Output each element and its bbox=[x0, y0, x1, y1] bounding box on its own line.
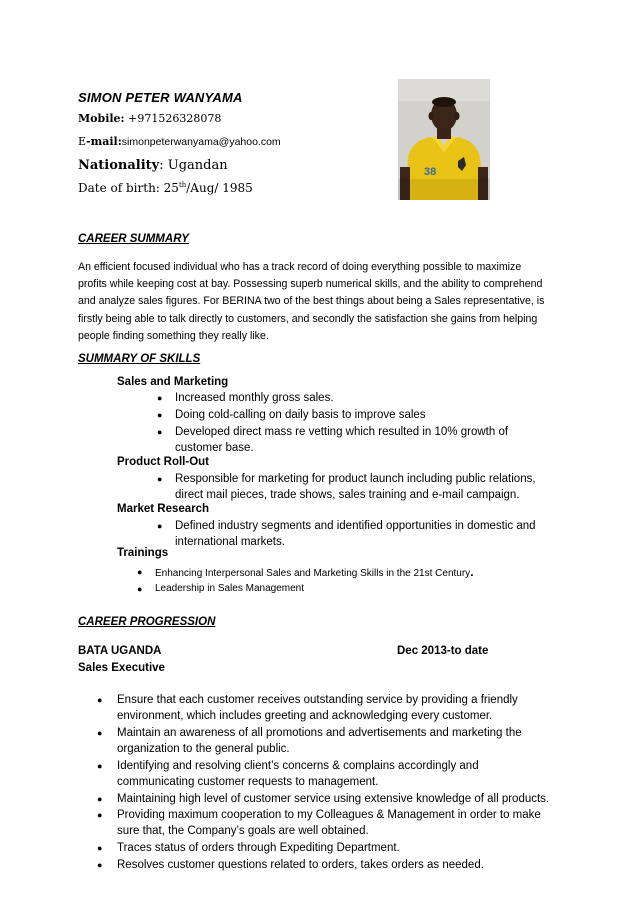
career-summary-paragraph bbox=[78, 259, 560, 345]
nationality-label: Nationality bbox=[78, 158, 160, 173]
candidate-name: SIMON PETER WANYAMA bbox=[78, 90, 243, 105]
career-progression-heading: CAREER PROGRESSION bbox=[78, 616, 216, 628]
bullet-icon: ● bbox=[157, 393, 163, 403]
bullet-icon: ● bbox=[97, 761, 103, 771]
skill-item: Responsible for marketing for product launch including public relations, bbox=[175, 473, 536, 485]
position-title: Sales Executive bbox=[78, 662, 165, 674]
training-item-text: Enhancing Interpersonal Sales and Marketing Skills in the 21st Century bbox=[155, 568, 471, 579]
bullet-icon: ● bbox=[97, 728, 103, 738]
bullet-icon: ● bbox=[157, 410, 163, 420]
nationality-line bbox=[78, 158, 228, 173]
summary-line: people finding something they really like. bbox=[78, 329, 269, 342]
summary-line: and analyze sales figures. For BERINA two of the best things about being a Sales representative, is bbox=[78, 295, 545, 308]
dob-suffix: /Aug/ 1985 bbox=[186, 181, 253, 195]
dob-sup: th bbox=[178, 181, 187, 189]
bullet-icon: ● bbox=[157, 427, 163, 437]
career-summary-heading: CAREER SUMMARY bbox=[78, 233, 189, 245]
bullet-icon: ● bbox=[97, 843, 103, 853]
bullet-icon: ● bbox=[97, 860, 103, 870]
skill-item: Defined industry segments and identified opportunities in domestic and bbox=[175, 520, 536, 532]
skill-item: Doing cold-calling on daily basis to improve sales bbox=[175, 409, 426, 421]
duty-item: Maintain an awareness of all promotions and advertisements and marketing the bbox=[117, 727, 522, 739]
duty-item: Resolves customer questions related to orders, takes orders as needed. bbox=[117, 859, 484, 871]
summary-line: An efficient focused individual who has a track record of doing everything possible to maximize bbox=[78, 261, 522, 273]
duty-item-continued: organization to the general public. bbox=[117, 743, 290, 755]
skill-item: Increased monthly gross sales. bbox=[175, 392, 334, 404]
training-item: Leadership in Sales Management bbox=[155, 583, 304, 594]
bullet-icon: ● bbox=[157, 474, 163, 484]
duty-item: Providing maximum cooperation to my Colleagues & Management in order to make bbox=[117, 809, 541, 821]
summary-line: profits while keeping cost at bay. Possessing superb numerical skills, and the ability to comprehend bbox=[78, 278, 543, 291]
trainings-title: Trainings bbox=[117, 547, 169, 559]
nationality-value: : Ugandan bbox=[159, 158, 228, 173]
mobile-label: Mobile: bbox=[78, 112, 125, 125]
email-value: simonpeterwanyama@yahoo.com bbox=[121, 136, 281, 148]
bullet-icon: ● bbox=[97, 810, 103, 820]
bullet-icon: ● bbox=[97, 794, 103, 804]
duty-item-continued: environment, which includes greeting and acknowledging every customer. bbox=[117, 710, 493, 722]
duty-item-continued: sure that, the Company’s goals are well obtained. bbox=[117, 825, 369, 837]
duty-item: Ensure that each customer receives outstanding service by providing a friendly bbox=[117, 694, 518, 706]
bullet-icon: ● bbox=[137, 584, 143, 594]
shirt-number: 38 bbox=[424, 166, 437, 178]
skill-item-continued: international markets. bbox=[175, 536, 285, 548]
bullet-icon: ● bbox=[97, 695, 103, 705]
duty-item: Maintaining high level of customer service using extensive knowledge of all products. bbox=[117, 793, 550, 805]
duty-item: Traces status of orders through Expediting Department. bbox=[117, 842, 400, 854]
company-name: BATA UGANDA bbox=[78, 645, 162, 657]
email-line bbox=[78, 135, 281, 148]
portrait-illustration bbox=[398, 79, 490, 200]
dob-line bbox=[78, 181, 253, 195]
skill-item-continued: direct mail pieces, trade shows, sales training and e-mail campaign. bbox=[175, 489, 520, 501]
skill-item-continued: customer base. bbox=[175, 442, 254, 454]
email-label-e: E bbox=[78, 135, 87, 148]
mobile-value: +971526328078 bbox=[128, 112, 222, 125]
summary-line: firstly being able to talk directly to customers, and secondly the satisfaction she gains from helping bbox=[78, 312, 538, 325]
bullet-icon: ● bbox=[157, 521, 163, 531]
duty-item-continued: communicating customer requests to management. bbox=[117, 776, 379, 788]
employment-dates: Dec 2013-to date bbox=[397, 645, 489, 657]
dob-prefix: Date of birth: 25 bbox=[78, 181, 179, 195]
profile-photo bbox=[398, 79, 490, 200]
market-research-title: Market Research bbox=[117, 503, 210, 515]
training-period: . bbox=[470, 565, 474, 579]
email-label: -mail: bbox=[86, 135, 122, 148]
training-item bbox=[155, 564, 474, 582]
skills-heading: SUMMARY OF SKILLS bbox=[78, 353, 201, 365]
duty-item: Identifying and resolving client’s concerns & complains accordingly and bbox=[117, 760, 479, 772]
skill-item: Developed direct mass re vetting which resulted in 10% growth of bbox=[175, 426, 509, 438]
bullet-icon: ● bbox=[137, 567, 143, 577]
sales-marketing-title: Sales and Marketing bbox=[117, 376, 229, 388]
product-rollout-title: Product Roll-Out bbox=[117, 456, 209, 468]
mobile-line bbox=[78, 112, 221, 125]
